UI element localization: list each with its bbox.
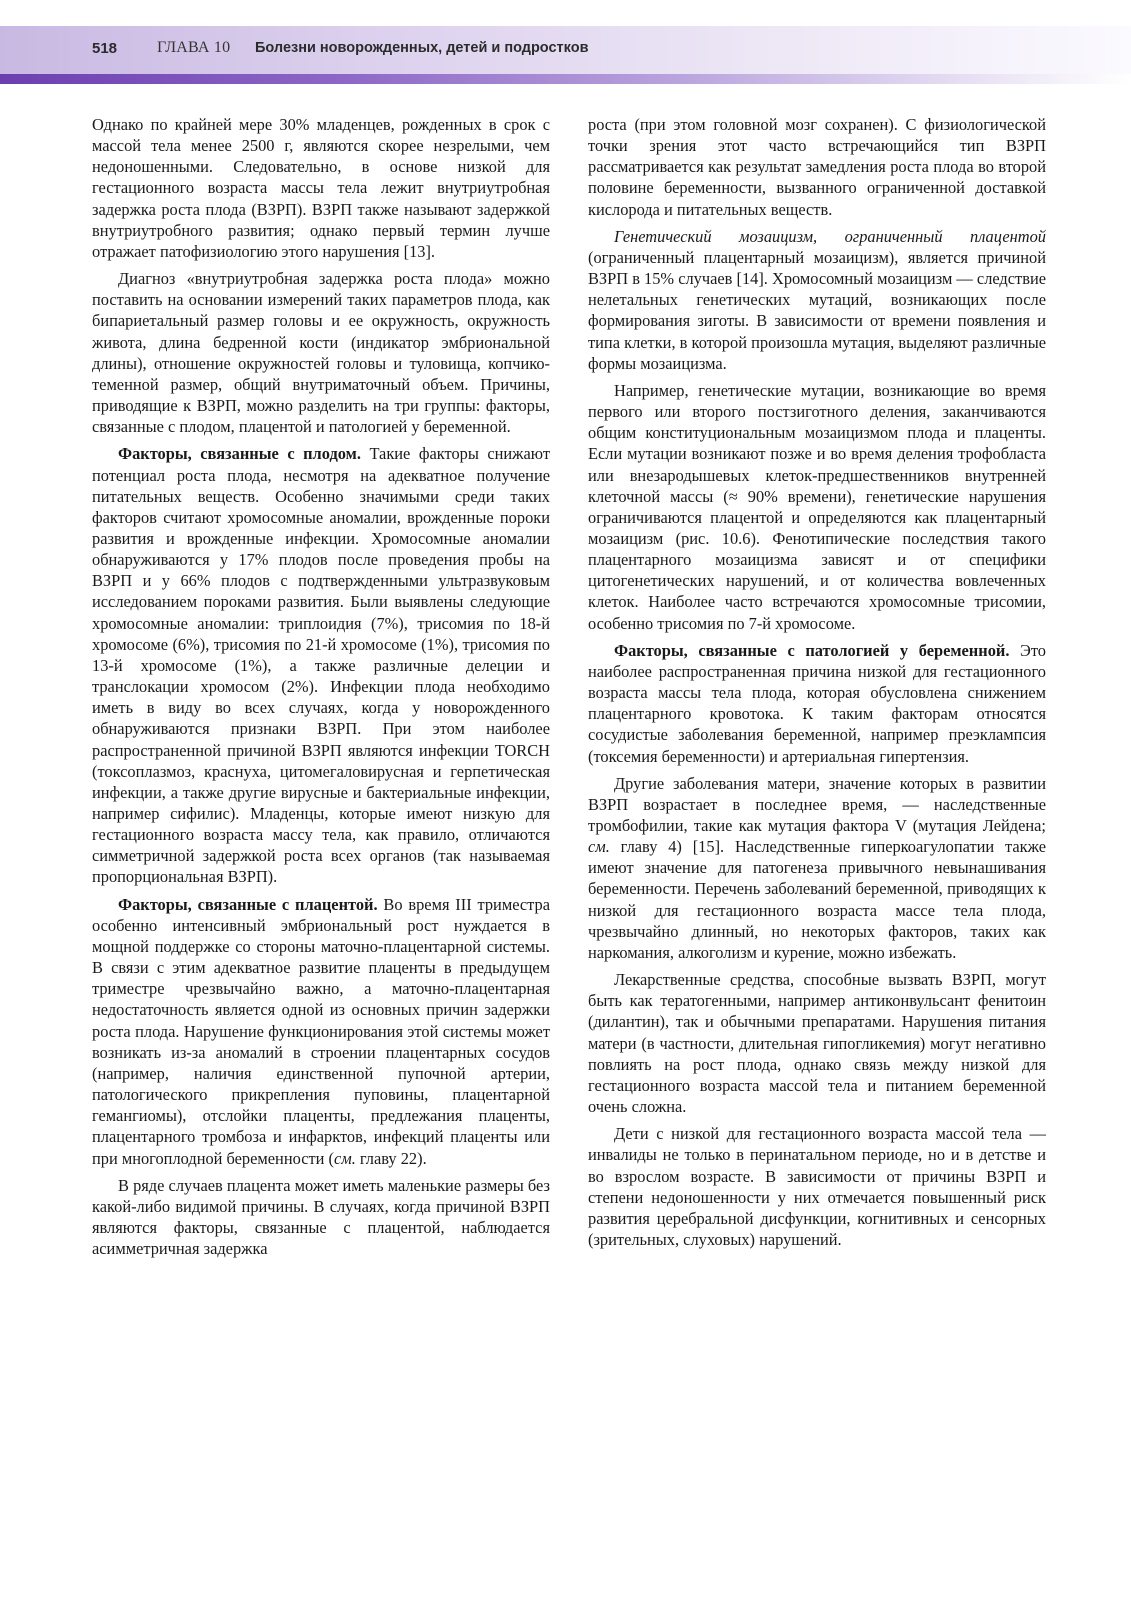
paragraph: роста (при этом головной мозг сохранен). С физиологической точки зрения этот часто встречающийся тип ВЗРП рассматривается как результат замедления роста плода во второй половине беременности, вызванного ограниченной доставкой кислорода и питательных веществ. xyxy=(588,115,1046,219)
see-reference: см. xyxy=(588,837,610,857)
paragraph-text: главу 22). xyxy=(355,1148,427,1168)
left-column xyxy=(92,114,550,1265)
header-accent-line xyxy=(0,74,1131,84)
paragraph xyxy=(588,226,1046,374)
paragraph: В ряде случаев плацента может иметь маленькие размеры без какой-либо видимой причины. В случаях, когда причиной ВЗРП являются факторы, связанные с плацентой, наблюдается асимметричная задержка xyxy=(92,1175,550,1259)
paragraph-text: Другие заболевания матери, значение которых в развитии ВЗРП возрастает в последнее время, — наследственные тромбофилии, такие как мутация фактора V (мутация Лейдена; xyxy=(588,773,1046,835)
paragraph-text: Во время III триместра особенно интенсивный эмбриональный рост нуждается в мощной поддержке со стороны маточно-плацентарной системы. В связи с этим адекватное развитие плаценты в предыдущем триместре чрезвычайно важно, а маточно-плацентарная недостаточность является одной из основных причин задержки роста плода. Нарушение функционирования этой системы может возникать из-за аномалий в строении плацентарных сосудов (например, наличия единственной пупочной артерии, патологического прикрепления пуповины, плацентарной гемангиомы), отслойки плаценты, предлежания плаценты, плацентарного тромбоза и инфарктов, инфекций плаценты или при многоплодной беременности ( xyxy=(92,894,550,1168)
paragraph-text: (ограниченный плацентарный мозаицизм), является причиной ВЗРП в 15% случаев [14]. Хромосомный мозаицизм — следствие нелетальных генетических мутаций, возникающих после формирования зиготы. В зависимости от времени появления и типа клетки, в которой произошла мутация, выделяют различные формы мозаицизма. xyxy=(588,247,1046,373)
paragraph xyxy=(92,443,550,887)
chapter-label: ГЛАВА 10 xyxy=(157,39,231,56)
paragraph: Лекарственные средства, способные вызвать ВЗРП, могут быть как тератогенными, например антиконвульсант фенитоин (дилантин), так и обычными препаратами. Нарушения питания матери (в частности, длительная гипогликемия) могут негативно повлиять на рост плода, однако связь между низкой для гестационного возраста массой тела и питанием беременной очень сложна. xyxy=(588,970,1046,1117)
paragraph: Дети с низкой для гестационного возраста массой тела — инвалиды не только в перинатальном периоде, но и в детстве и во взрослом возрасте. В зависимости от причины ВЗРП и степени недоношенности у них отмечается повышенный риск развития церебральной дисфункции, когнитивных и сенсорных (зрительных, слуховых) нарушений. xyxy=(588,1124,1046,1249)
paragraph: Диагноз «внутриутробная задержка роста плода» можно поставить на основании измерений таких параметров плода, как бипариетальный размер головы и ее окружность, окружность живота, длина бедренной кости (индикатор эмбриональной длины), отношение окружностей головы и туловища, копчико-теменной размер, общий внутриматочный объем. Причины, приводящие к ВЗРП, можно разделить на три группы: факторы, связанные с плодом, плацентой и патологией у беременной. xyxy=(92,269,550,437)
chapter-title: Болезни новорожденных, детей и подростков xyxy=(255,40,589,56)
paragraph-text: главу 4) [15]. Наследственные гиперкоагулопатии также имеют значение для патогенеза привычного невынашивания беременности. Перечень заболеваний беременной, приводящих к низкой для гестационного возраста массе тела плода, чрезвычайно длинный, но некоторых факторов, таких как наркомания, алкоголизм и курение, можно избежать. xyxy=(588,837,1046,962)
paragraph-text: Такие факторы снижают потенциал роста плода, несмотря на адекватное получение питательных веществ. Особенно значимыми среди таких факторов считают хромосомные аномалии, врожденные пороки развития и врожденные инфекции. Хромосомные аномалии обнаруживаются у 17% плодов после проведения пробы на ВЗРП и у 66% плодов с подтвержденными ультразвуковым исследованием пороками развития. Были выявлены следующие хромосомные аномалии: триплоидия (7%), трисомия по 18-й хромосоме (6%), трисомия по 21-й хромосоме (1%), трисомия по 13-й хромосоме (1%), а также различные делеции и транслокации хромосом (2%). Инфекции плода необходимо иметь в виду во всех случаях, когда у новорожденного обнаруживаются признаки ВЗРП. При этом наиболее распространенной причиной ВЗРП являются инфекции TORCH (токсоплазмоз, краснуха, цитомегаловирусная и герпетическая инфекции, а также другие вирусные и бактериальные инфекции, например сифилис). Младенцы, которые имеют низкую для гестационного возраста массу тела, как правило, отличаются симметричной задержкой роста всех органов (так называемая пропорциональная ВЗРП). xyxy=(92,444,550,887)
section-heading: Факторы, связанные с плодом. xyxy=(118,444,361,464)
see-reference: см. xyxy=(333,1148,356,1168)
italic-term: Генетический мозаицизм, ограниченный плацентой xyxy=(614,226,1046,246)
page-number: 518 xyxy=(92,40,118,57)
paragraph-text: Это наиболее распространенная причина низкой для гестационного возраста массы тела плода, которая обусловлена снижением плацентарного кровотока. К таким факторам относятся сосудистые заболевания беременной, например преэклампсия (токсемия беременности) и артериальная гипертензия. xyxy=(588,640,1046,766)
right-column xyxy=(588,114,1046,1256)
section-heading: Факторы, связанные с патологией у беременной. xyxy=(614,640,1010,660)
paragraph xyxy=(588,640,1046,767)
paragraph xyxy=(588,773,1046,963)
paragraph: Однако по крайней мере 30% младенцев, рожденных в срок с массой тела менее 2500 г, являются скорее незрелыми, чем недоношенными. Следовательно, в основе низкой для гестационного возраста массы тела лежит внутриутробная задержка роста плода (ВЗРП). ВЗРП также называют задержкой внутриутробного развития; однако первый термин лучше отражает патофизиологию этого нарушения [13]. xyxy=(92,115,550,261)
paragraph: Например, генетические мутации, возникающие во время первого или второго постзиготного деления, заканчиваются общим конституциональным мозаицизмом плода и плаценты. Если мутации возникают позже и во время деления трофобласта или внезародышевых клеток-предшественников внутренней клеточной массы (≈ 90% времени), генетические нарушения ограничиваются плацентой и определяются как плацентарный мозаицизм (рис. 10.6). Фенотипические последствия такого плацентарного мозаицизма зависят и от специфики цитогенетических нарушений, и от количества вовлеченных клеток. Наиболее часто встречаются хромосомные трисомии, особенно трисомия по 7-й хромосоме. xyxy=(588,380,1046,633)
section-heading: Факторы, связанные с плацентой. xyxy=(118,894,378,914)
paragraph xyxy=(92,894,550,1169)
